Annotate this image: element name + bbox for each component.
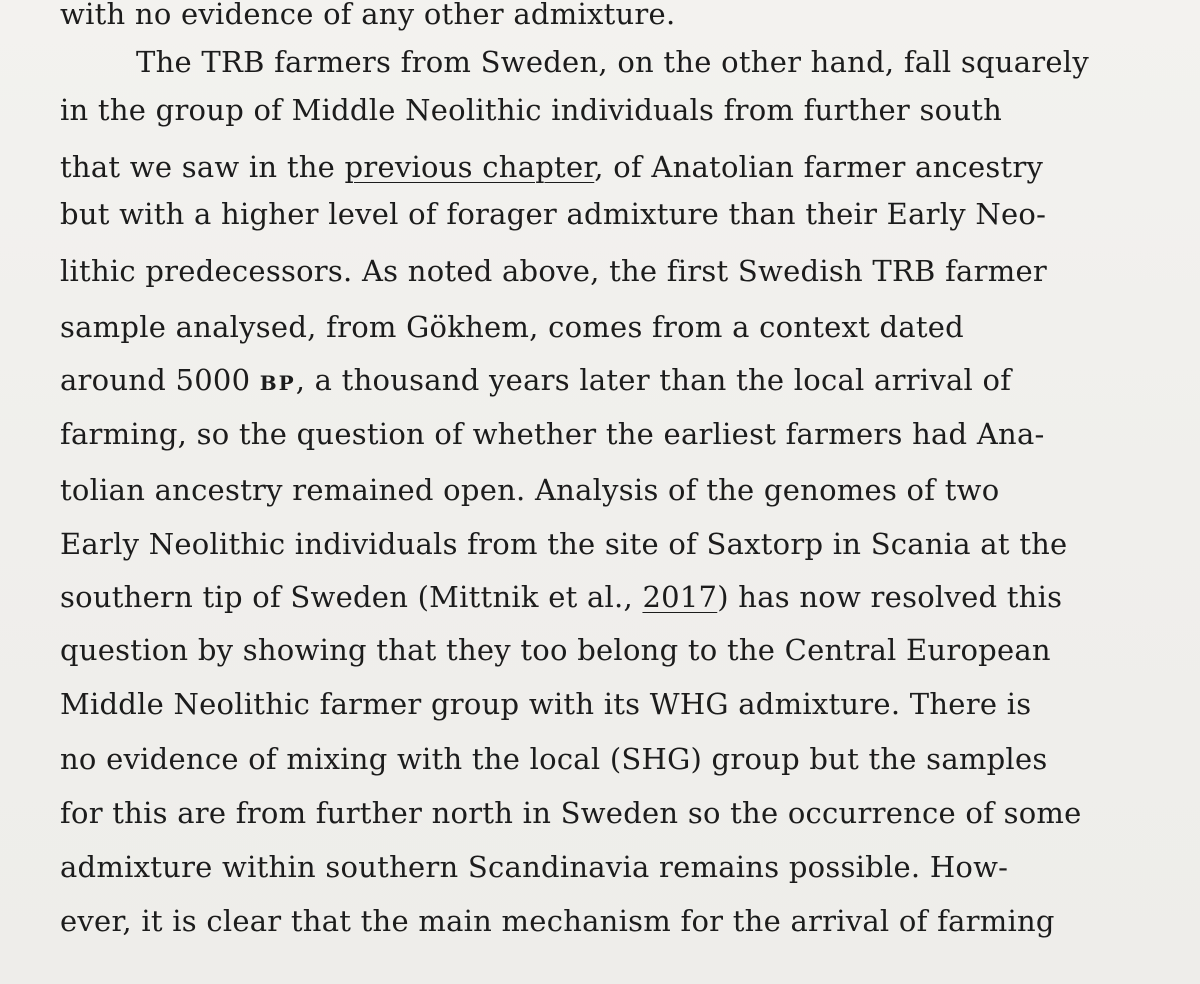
text-line: southern tip of Sweden (Mittnik et al., 2017) has now resolved this <box>60 580 1063 614</box>
previous-chapter-link[interactable]: previous chapter <box>344 150 595 184</box>
text-line: no evidence of mixing with the local (SHG) group but the samples <box>60 742 1048 776</box>
citation-2017-link[interactable]: 2017 <box>642 580 718 614</box>
text-line: that we saw in the previous chapter, of Anatolian farmer ancestry <box>60 150 1044 184</box>
text-line: Early Neolithic individuals from the site of Saxtorp in Scania at the <box>60 527 1068 561</box>
paragraph-first-line: The TRB farmers from Sweden, on the other hand, fall squarely <box>136 45 1089 79</box>
text-line: sample analysed, from Gökhem, comes from a context dated <box>60 310 964 344</box>
text-line: question by showing that they too belong to the Central European <box>60 633 1051 667</box>
text-line: in the group of Middle Neolithic individuals from further south <box>60 93 1003 127</box>
text-line: but with a higher level of forager admixture than their Early Neo- <box>60 197 1047 231</box>
text-line: tolian ancestry remained open. Analysis of the genomes of two <box>60 473 1000 507</box>
text-line: ever, it is clear that the main mechanism for the arrival of farming <box>60 904 1055 938</box>
text-line: farming, so the question of whether the earliest farmers had Ana- <box>60 417 1045 451</box>
text-line: for this are from further north in Sweden so the occurrence of some <box>60 796 1082 830</box>
text-line: around 5000 BP, a thousand years later than the local arrival of <box>60 363 1012 397</box>
text-line: with no evidence of any other admixture. <box>60 0 676 31</box>
text-line: admixture within southern Scandinavia remains possible. How- <box>60 850 1009 884</box>
text-line: Middle Neolithic farmer group with its WHG admixture. There is <box>60 687 1032 721</box>
text-line: lithic predecessors. As noted above, the first Swedish TRB farmer <box>60 254 1047 288</box>
bp-abbreviation: BP <box>259 371 296 395</box>
